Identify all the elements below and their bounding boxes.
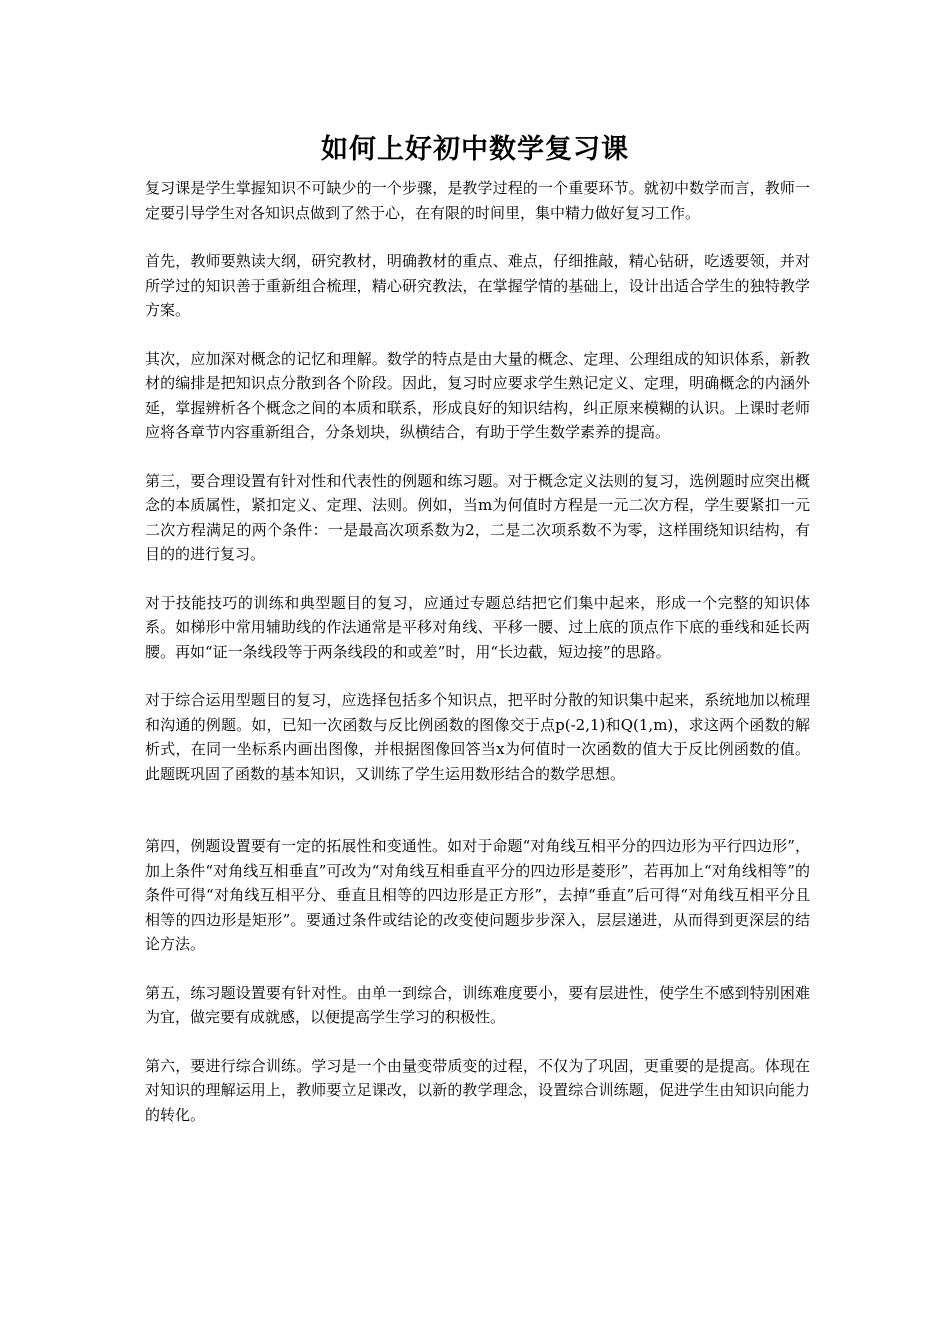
paragraph-skills: 对于技能技巧的训练和典型题目的复习，应通过专题总结把它们集中起来，形成一个完整的知识体系。如梯形中常用辅助线的作法通常是平移对角线、平移一腰、过上底的顶点作下底的垂线和延长两腰。再如“证一条线段等于两条线段的和或差”时，用“长边截，短边接”的思路。 xyxy=(145,593,810,661)
paragraph-second: 其次，应加深对概念的记忆和理解。数学的特点是由大量的概念、定理、公理组成的知识体系，新教材的编排是把知识点分散到各个阶段。因此，复习时应要求学生熟记定义、定理，明确概念的内涵外延，掌握辨析各个概念之间的本质和联系，形成良好的知识结构，纠正原来模糊的认识。上课时老师应将各章节内容重新组合，分条划块，纵横结合，有助于学生数学素养的提高。 xyxy=(145,349,810,441)
paragraph-comprehensive: 对于综合运用型题目的复习，应选择包括多个知识点，把平时分散的知识集中起来，系统地加以梳理和沟通的例题。如，已知一次函数与反比例函数的图像交于点p(-2,1)和Q(1,m)，求这两个函数的解析式，在同一坐标系内画出图像，并根据图像回答当x为何值时一次函数的值大于反比例函数的值。此题既巩固了函数的基本知识，又训练了学生运用数形结合的数学思想。 xyxy=(145,691,810,783)
paragraph-intro: 复习课是学生掌握知识不可缺少的一个步骤，是教学过程的一个重要环节。就初中数学而言，教师一定要引导学生对各知识点做到了然于心，在有限的时间里，集中精力做好复习工作。 xyxy=(145,179,810,222)
paragraph-fourth: 第四，例题设置要有一定的拓展性和变通性。如对于命题“对角线互相平分的四边形为平行四边形”，加上条件“对角线互相垂直”可改为“对角线互相垂直平分的四边形是菱形”，若再加上“对角线相等”的条件可得“对角线互相平分、垂直且相等的四边形是正方形”，去掉“垂直”后可得“对角线互相平分且相等的四边形是矩形”。要通过条件或结论的改变使问题步步深入，层层递进，从而得到更深层的结论方法。 xyxy=(145,837,810,953)
paragraph-third: 第三，要合理设置有针对性和代表性的例题和练习题。对于概念定义法则的复习，选例题时应突出概念的本质属性，紧扣定义、定理、法则。例如，当m为何值时方程是一元二次方程，学生要紧扣一元二次方程满足的两个条件：一是最高次项系数为2，二是二次项系数不为零，这样围绕知识结构，有目的的进行复习。 xyxy=(145,471,810,563)
paragraph-first: 首先，教师要熟读大纲，研究教材，明确教材的重点、难点，仔细推敲，精心钻研，吃透要领，并对所学过的知识善于重新组合梳理，精心研究教法，在掌握学情的基础上，设计出适合学生的独特教学方案。 xyxy=(145,252,810,319)
paragraph-fifth: 第五，练习题设置要有针对性。由单一到综合，训练难度要小，要有层进性，使学生不感到特别困难为宜，做完要有成就感，以便提高学生学习的积极性。 xyxy=(145,983,810,1026)
document-body xyxy=(145,176,810,1151)
document-title: 如何上好初中数学复习课 xyxy=(321,134,629,165)
paragraph-sixth: 第六，要进行综合训练。学习是一个由量变带质变的过程，不仅为了巩固，更重要的是提高。体现在对知识的理解运用上，教师要立足课改，以新的教学理念，设置综合训练题，促进学生由知识向能力的转化。 xyxy=(145,1056,810,1124)
